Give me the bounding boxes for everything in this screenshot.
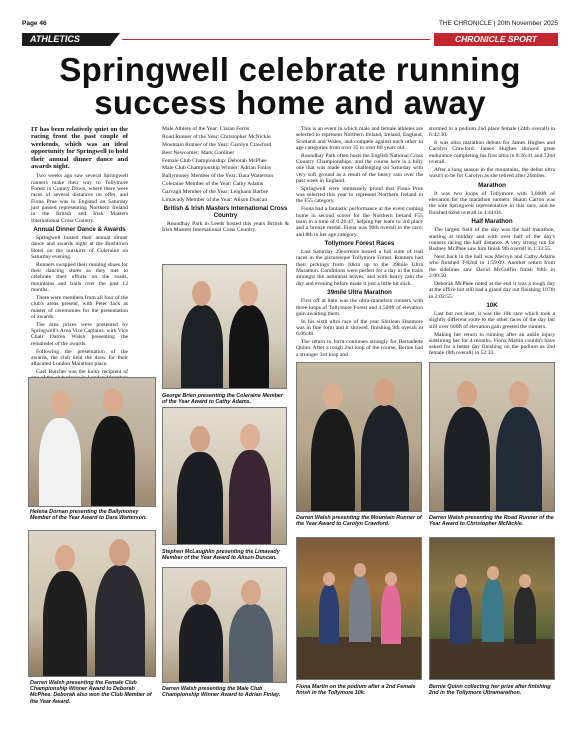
paragraph: Following the presentation of the awards, the club held the draw for their allocated London Marathon place. — [31, 348, 128, 368]
award-item: Male Athlete of the Year: Ciaran Ferris — [162, 126, 250, 132]
award-item: Mountain Runner of the Year: Carolyn Crawford — [162, 141, 272, 148]
article-column-2 — [162, 126, 289, 235]
subheading: Annual Dinner Dance & Awards — [33, 225, 126, 233]
photo-caption: Stephen McLaughlin presenting the Limavady Member of the Year Award to Alison Duncan. — [162, 549, 280, 562]
award-item: Female Club Championship: Deborah McPhee — [162, 157, 267, 164]
award-item: Road Runner of the Year: Christopher McNickle — [162, 133, 271, 140]
paragraph: This is an event in which male and female athletes are selected to represent Northern Ireland, Ireland, England, Scotland and Wales, and compete against each other in age categories from over 35 to over 80 years old. — [296, 126, 423, 151]
paragraph: Next back in the half was Mervyn and Cathy Adams who finished T-82nd in 1:59:09. Another return from the sidelines saw David McGuffin finish 94th in 2:00:50. — [429, 254, 555, 280]
photo-ultra-podium — [429, 537, 555, 680]
paragraph: After a long season in the mountains, the debut ultra wasn't to be for Carolyn as she retired after 26miles. — [429, 166, 555, 180]
article-column-3 — [296, 126, 423, 360]
paragraph: It was two loops of Tollymore with 3,000ft of elevation for the marathon runners. Shaun Carton was the sole Springwell representative in this race, and he finished 62nd overall in 4:44:04. — [429, 190, 555, 216]
photo-limavady-award — [162, 407, 287, 545]
paragraph: Making her return to running after an ankle injury sidelining her for 4 months, Fiona Martin couldn't have asked for a better day finishing on the podium as 2nd female (8th overall) in 52:33. — [429, 331, 555, 357]
paragraph: Springwell hosted their annual dinner dance and awards night at the Bushtown Hotel on the outskirts of Coleraine on Saturday evening. — [31, 235, 128, 260]
photo-caption: Helena Dornan presenting the Ballymoney Member of the Year Award to Dara Watterson. — [30, 509, 147, 522]
page-header — [22, 20, 558, 30]
photo-coleraine-award — [162, 264, 287, 389]
paragraph: Gael Butcher was the lucky recipient of — [36, 369, 128, 376]
paragraph: The largest field of the day was the half marathon, starting at midday and with over half of the day's runners racing the half distance. A very strong run for Rodney McPhee saw him finish 9th overall in 1:33:55. — [429, 227, 555, 253]
paper-dateline: THE CHRONICLE | 20th November 2025 — [438, 20, 558, 27]
award-item: Male Club Championship Winner: Adrian Finlay — [162, 165, 272, 172]
paragraph: Springwell were immensely proud that Fiona Prue was selected this year to represent Northern Ireland in the F55 category. — [296, 185, 423, 205]
paragraph: Roundhay Park often hosts the English National Cross Country Championships, and the course here is a hilly one that was made more challenging on Saturday with very soft ground as a result of the heavy rain over the past week in England. — [296, 152, 423, 184]
photo-caption: Darren Walsh presenting the Female Club Championship Winner Award to Deborah McPhee. Deborah also won the Club Member of the Year Award. — [30, 680, 152, 705]
paragraph: stormed to a podium 2nd place female (24th overall) in 6:42:30. — [429, 126, 555, 139]
photo-caption: Darren Walsh presenting the Male Club Championship Winner Award to Adrian Finlay. — [162, 686, 281, 699]
award-item: Coleraine Member of the Year: Cathy Adams — [162, 181, 264, 188]
paragraph: Last Saturday 29extreme hosted a full suite of trail races in the picturesque Tollymore Forest. Runners had their pickings from 10km up to the 39mile Ultra Marathon. Conditions were perfect for a day in the trails amongst the autumnal leaves, and with heavy rain the day and evening before made it just a little bit slick. — [296, 249, 423, 287]
paragraph: Last but not least, it was the 10k race which took a slightly different route to the other races of the day but still over 600ft of elevation gain greeted the runners. — [429, 311, 555, 330]
subheading: British & Irish Masters International Cross Country — [163, 205, 288, 219]
paragraph: In his sixth ultra race of the year Shirlean Hanmore was in fine form and it showed, finishing 9th overall in 6:06:48. — [296, 318, 423, 338]
paragraph: Two weeks ago saw several Springwell runners make their way to Tollymore Forest in County Down, where there were races of several distances on offer, and Fiona Prue was in England on Saturday just passed representing Northern Ireland in the British and Irish Masters International Cross Country. — [31, 173, 128, 224]
paragraph: Fiona had a fantastic performance at the event coming home in second scorer for the Northern Ireland F55 team in a time of 0:26:47, helping her team to 3rd place and a bronze medal. Fiona was 90th overall in the race, and 8th in her age category. — [296, 206, 423, 238]
photo-mountain-runner-award — [296, 362, 422, 512]
subheading: Marathon — [478, 181, 506, 189]
photo-caption: Bernie Quinn collecting her prize after finishing 2nd in the Tollymore Ultramarathon. — [429, 684, 551, 697]
award-item: Best Newcomer: Mark Gardiner — [162, 149, 235, 156]
photo-female-championship-award — [28, 530, 156, 677]
section-banner — [22, 33, 558, 46]
paragraph: Roundhay Park in Leeds hosted this years British & Irish Masters International Cross Country. — [162, 220, 289, 234]
paragraph: Runners swapped their running shoes for their dancing shoes as they met to celebrate their efforts on the roads, mountains and trails over the past 12 months. — [31, 261, 128, 294]
paragraph: The area prizes were presented by Springwell's Area Vice Captains, with Vice Chair Darren Walsh presenting the remainder of the awards. — [31, 321, 128, 347]
intro-paragraph: IT has been relatively quiet on the racing front the past couple of weekends, which was an ideal opportunity for Springwell to hold their annual dinner dance and awards night. — [31, 126, 128, 171]
subheading: Half Marathon — [471, 218, 513, 226]
paragraph: There were members from all four of the club's areas present, with Peter Jack as master of ceremonies for the presentation of awards. — [31, 294, 128, 320]
subheading: 10K — [486, 301, 498, 309]
section-label-sport: CHRONICLE SPORT — [434, 33, 558, 46]
award-item: Ballymoney Member of the Year: Dara Watterson — [162, 173, 274, 180]
photo-10k-podium — [296, 537, 422, 680]
photo-caption: Fiona Martin on the podium after a 2nd Female finish in the Tollymore 10k. — [296, 684, 416, 697]
photo-caption: Darren Walsh presenting the Road Runner of the Year Award to Christopher McNickle. — [429, 515, 554, 528]
photo-road-runner-award — [429, 362, 555, 512]
paragraph: It was ultra marathon debuts for James Hughes and Carolyn Crawford. James Hughes showed great endurance completing his first ultra in 8:36:41 and 72nd overall. — [429, 140, 555, 166]
section-label-athletics: ATHLETICS — [22, 33, 110, 46]
subheading: 39mile Ultra Marathon — [327, 288, 392, 296]
award-item: Limavady Member of the Year: Alison Duncan — [162, 197, 268, 204]
photo-caption: Darren Walsh presenting the Mountain Runner of the Year Award to Carolyn Crawford. — [296, 515, 422, 528]
article-column-4 — [429, 126, 555, 358]
subheading: Tollymore Forest Races — [324, 239, 395, 247]
headline: Springwell celebrate running success home and away — [59, 51, 521, 121]
paragraph: First off at 8am was the ultra-marathon runners with three loops of Tollymore Forest and 4,500ft of elevation gain awaiting them. — [296, 298, 423, 317]
page-number: Page 46 — [22, 20, 47, 27]
photo-male-championship-award — [162, 567, 287, 683]
paragraph: Deborah McPhee noted at the end it was a tough day at the office but still had a grand day out finishing 107th in 2:02:55. — [429, 280, 555, 300]
award-item: Garvagh Member of the Year: Leighann Barbre — [162, 189, 269, 196]
section-divider — [122, 39, 430, 40]
photo-ballymoney-award — [28, 377, 156, 507]
paragraph: The return to form continues strongly for Bernadette Quinn. After a tough 2nd loop of the course, Bernie had a stronger 3rd loop and — [296, 339, 423, 358]
photo-caption: George Brien presenting the Coleraine Member of the Year Award to Cathy Adams. — [162, 393, 284, 406]
